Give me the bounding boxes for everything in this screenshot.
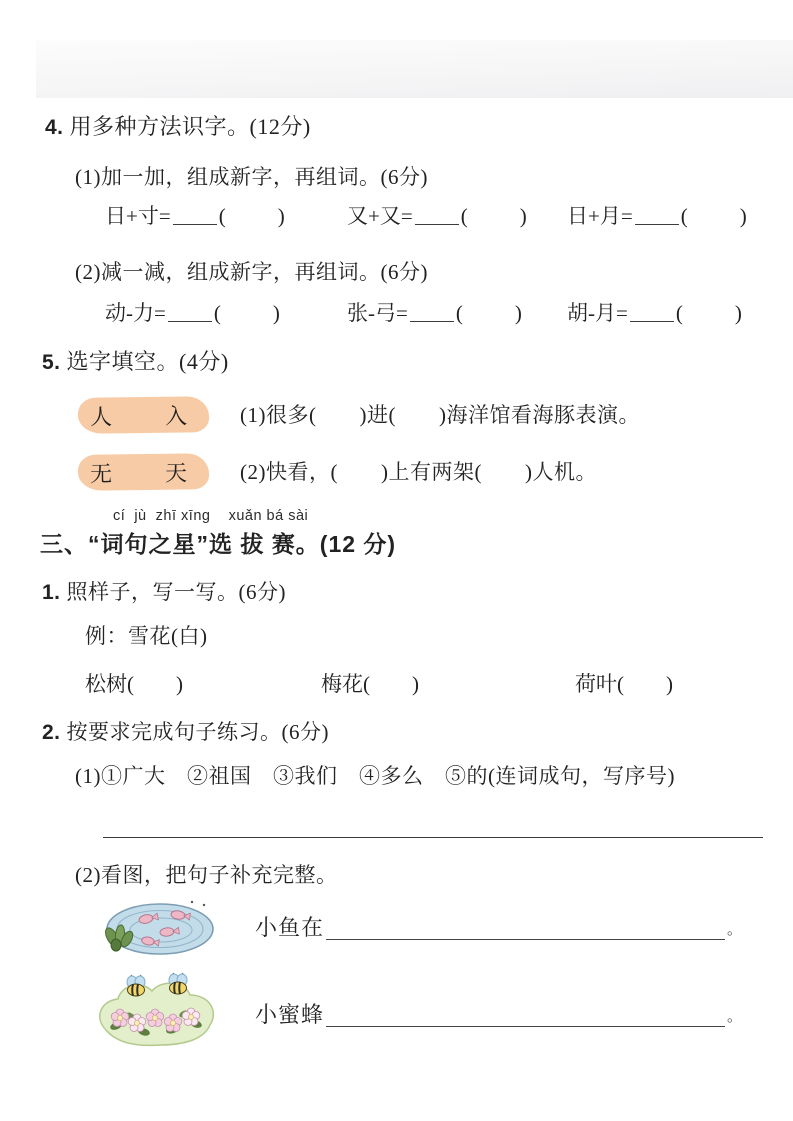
open-paren: ( <box>455 301 463 325</box>
question-5-heading <box>42 347 229 378</box>
answer-blank <box>630 303 674 322</box>
bees-illustration <box>92 968 222 1052</box>
bee-sentence-row <box>255 1000 743 1032</box>
sentence-period: 。 <box>726 922 743 938</box>
choice-char-left: 无 <box>89 460 113 487</box>
equation-expr: 胡-月= <box>567 301 628 325</box>
equation-expr: 日+月= <box>567 204 633 228</box>
bee-answer-line <box>326 1000 725 1027</box>
item-2-heading <box>42 717 329 748</box>
question-4-number: 4. <box>45 116 64 139</box>
word-item: 梅花( ) <box>321 672 419 696</box>
answer-blank <box>415 206 459 225</box>
bee-sentence-label: 小蜜蜂 <box>255 1002 325 1027</box>
open-paren: ( <box>675 301 683 325</box>
choice-char-right: 天 <box>164 459 188 486</box>
fish-sentence-row <box>255 913 743 945</box>
equation-item <box>105 297 280 327</box>
equation-item <box>347 297 522 327</box>
highlight-choices-wu-tian <box>78 453 209 491</box>
highlight-choices-ren-ru <box>78 396 209 434</box>
item-2-number: 2. <box>42 721 61 744</box>
bee-right <box>169 973 187 994</box>
sentence-period: 。 <box>726 1009 743 1025</box>
word-order-exercise: (1)①广大 ②祖国 ③我们 ④多么 ⑤的(连词成句，写序号) <box>75 764 675 788</box>
question-4-part2-label: (2)减一减，组成新字，再组词。(6分) <box>75 260 428 284</box>
add-equations-row <box>105 200 765 234</box>
close-paren: ) <box>739 204 747 228</box>
open-paren: ( <box>680 204 688 228</box>
bee-left <box>127 975 145 996</box>
word-item: 松树( ) <box>85 672 183 696</box>
item-1-title: 照样子，写一写。(6分) <box>66 580 287 604</box>
fill-sentence-1: (1)很多( )进( )海洋馆看海豚表演。 <box>240 403 640 427</box>
item-1-number: 1. <box>42 581 61 604</box>
equation-item <box>567 200 747 230</box>
example-text: 例：雪花(白) <box>85 624 208 648</box>
answer-blank <box>173 206 217 225</box>
pond-illustration <box>100 897 218 959</box>
answer-blank <box>410 303 454 322</box>
question-5-number: 5. <box>42 351 61 374</box>
question-4-title: 用多种方法识字。(12分) <box>69 114 311 139</box>
close-paren: ) <box>277 204 285 228</box>
equation-expr: 又+又= <box>347 204 413 228</box>
close-paren: ) <box>519 204 527 228</box>
choice-char-left: 人 <box>89 403 113 430</box>
section-3-pinyin: cí jù zhī xīng xuǎn bá sài <box>113 508 309 524</box>
fish-answer-line <box>326 913 725 940</box>
equation-item <box>105 200 285 230</box>
question-5-title: 选字填空。(4分) <box>66 349 229 374</box>
item-1-heading <box>42 577 286 608</box>
section-3-heading: 三、“词句之星”选 拔 赛。(12 分) <box>40 531 397 557</box>
answer-blank <box>168 303 212 322</box>
item-2-title: 按要求完成句子练习。(6分) <box>66 720 330 744</box>
equation-expr: 日+寸= <box>105 204 171 228</box>
equation-item <box>567 297 742 327</box>
picture-sentence-label: (2)看图，把句子补充完整。 <box>75 863 338 887</box>
question-4-part1-label: (1)加一加，组成新字，再组词。(6分) <box>75 165 428 189</box>
fill-sentence-2: (2)快看，( )上有两架( )人机。 <box>240 460 597 484</box>
open-paren: ( <box>460 204 468 228</box>
word-item: 荷叶( ) <box>575 672 673 696</box>
scan-artifact-band <box>36 40 793 98</box>
equation-expr: 张-弓= <box>347 301 408 325</box>
equation-expr: 动-力= <box>105 301 166 325</box>
close-paren: ) <box>734 301 742 325</box>
open-paren: ( <box>213 301 221 325</box>
close-paren: ) <box>272 301 280 325</box>
answer-line <box>103 837 763 838</box>
equation-item <box>347 200 527 230</box>
close-paren: ) <box>514 301 522 325</box>
subtract-equations-row <box>105 297 765 331</box>
answer-blank <box>635 206 679 225</box>
question-4-heading <box>45 112 311 143</box>
fish-sentence-label: 小鱼在 <box>255 915 325 940</box>
word-fill-row <box>85 668 765 702</box>
choice-char-right: 入 <box>164 402 188 429</box>
open-paren: ( <box>218 204 226 228</box>
